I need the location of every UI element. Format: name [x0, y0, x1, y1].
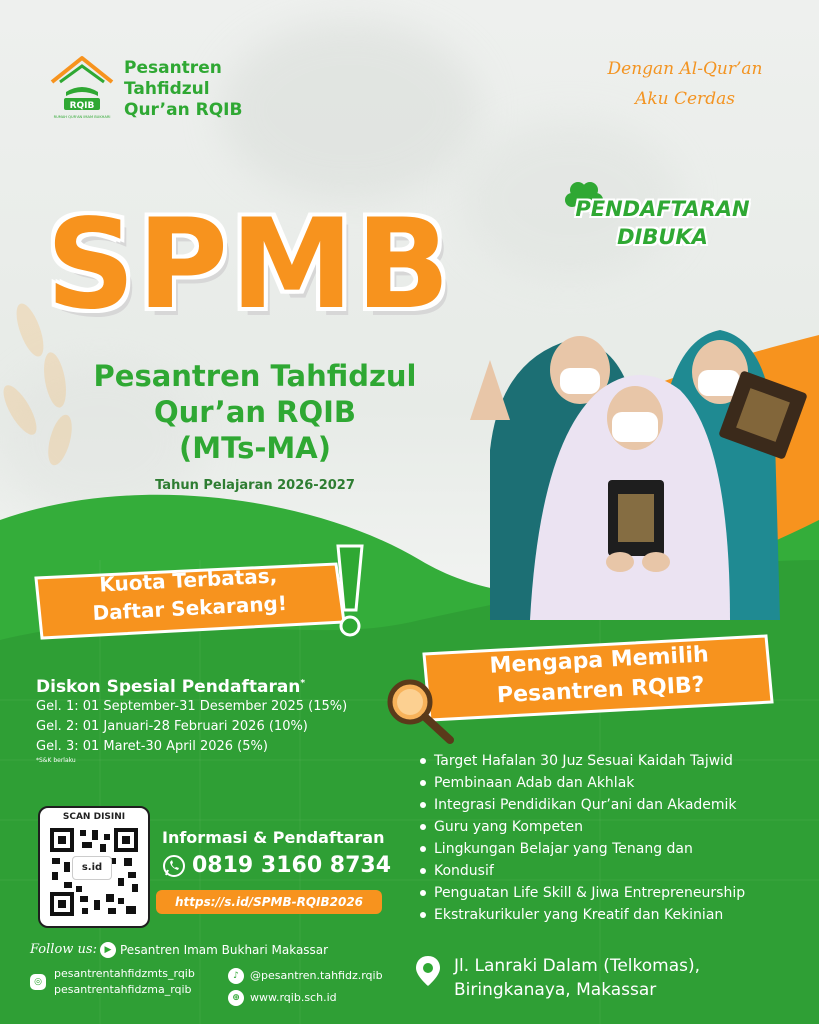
location-pin-icon: [414, 954, 442, 988]
tiktok-text: @pesantren.tahfidz.rqib: [250, 969, 383, 982]
why-line: Pesantren RQIB?: [496, 672, 706, 709]
reason-item: Lingkungan Belajar yang Tenang dan: [418, 838, 818, 860]
logo-wordmark: RQIB: [69, 101, 95, 111]
phone-number[interactable]: [162, 853, 391, 878]
contact-info: [162, 828, 391, 878]
website-link[interactable]: [228, 987, 383, 1009]
rqib-logo: [46, 52, 118, 124]
address-line: Jl. Lanraki Dalam (Telkomas),: [454, 956, 701, 976]
youtube-icon: ▶: [100, 942, 116, 958]
subtitle: [40, 358, 470, 466]
exclamation-icon: [330, 540, 370, 640]
brand-line: Tahfidzul: [124, 79, 210, 99]
brand-name: [124, 58, 242, 121]
badge-line: PENDAFTARAN: [575, 197, 750, 221]
students-illustration: [470, 300, 819, 620]
instagram-handle[interactable]: pesantrentahfidzmts_rqib: [54, 967, 195, 980]
subtitle-line: (MTs-MA): [179, 431, 331, 465]
address-line: Biringkanaya, Makassar: [454, 980, 657, 1000]
reason-item: Integrasi Pendidikan Qur’ani dan Akademik: [418, 794, 818, 816]
reason-item: Ekstrakurikuler yang Kreatif dan Kekinian: [418, 904, 818, 926]
social-links-right: [228, 965, 383, 1009]
why-line: Mengapa Memilih: [488, 642, 710, 679]
reason-item-continued: Kondusif: [418, 860, 818, 882]
magnifier-icon: [382, 676, 460, 748]
registration-open-badge: [570, 195, 755, 251]
brand-line: Qur’an RQIB: [124, 100, 243, 120]
website-text: www.rqib.sch.id: [250, 991, 337, 1004]
kuota-line: Kuota Terbatas,: [98, 563, 278, 597]
badge-line: DIBUKA: [617, 225, 708, 249]
tiktok-link[interactable]: [228, 965, 383, 987]
reason-item: Guru yang Kompeten: [418, 816, 818, 838]
academic-year: Tahun Pelajaran 2026-2027: [155, 478, 355, 493]
sid-badge: s.id: [72, 856, 112, 880]
kuota-line: Daftar Sekarang!: [91, 590, 288, 626]
discount-title: Diskon Spesial Pendaftaran*: [36, 677, 306, 697]
contact-title: Informasi & Pendaftaran: [162, 828, 385, 847]
youtube-link[interactable]: [100, 942, 328, 958]
registration-link[interactable]: https://s.id/SPMB-RQIB2026: [156, 890, 382, 914]
main-title: SPMB: [46, 193, 453, 337]
tiktok-icon: ♪: [228, 968, 244, 984]
logo-subtext: RUMAH QUR'AN IMAM BUKHARI: [53, 115, 111, 119]
instagram-icon: ◎: [30, 974, 46, 990]
tagline: [590, 54, 780, 114]
qr-card[interactable]: [38, 806, 150, 928]
reason-item: Penguatan Life Skill & Jiwa Entrepreneurship: [418, 882, 818, 904]
youtube-text: Pesantren Imam Bukhari Makassar: [120, 943, 329, 957]
follow-us-label: Follow us:: [30, 942, 97, 957]
discount-wave-2: Gel. 2: 01 Januari-28 Februari 2026 (10%): [36, 719, 308, 734]
brand-line: Pesantren: [124, 58, 222, 78]
subtitle-line: Qur’an RQIB: [153, 395, 357, 429]
subtitle-line: Pesantren Tahfidzul: [93, 359, 417, 393]
tagline-line: Aku Cerdas: [635, 89, 735, 109]
phone-text: 0819 3160 8734: [192, 853, 392, 878]
qr-label: SCAN DISINI: [62, 812, 126, 822]
reason-item: Pembinaan Adab dan Akhlak: [418, 772, 818, 794]
discount-wave-3: Gel. 3: 01 Maret-30 April 2026 (5%): [36, 739, 268, 754]
reasons-list: [418, 750, 818, 926]
globe-icon: ⊕: [228, 990, 244, 1006]
whatsapp-icon: [162, 854, 186, 878]
address: [414, 954, 700, 1002]
discount-wave-1: Gel. 1: 01 September-31 Desember 2025 (15%): [36, 699, 348, 714]
instagram-handle[interactable]: pesantrentahfidzma_rqib: [54, 983, 192, 996]
tagline-line: Dengan Al-Qur’an: [607, 59, 763, 79]
discount-note: *S&K berlaku: [36, 757, 76, 764]
instagram-links[interactable]: [30, 966, 195, 998]
reason-item: Target Hafalan 30 Juz Sesuai Kaidah Tajwid: [418, 750, 818, 772]
discount-section: [36, 677, 347, 765]
